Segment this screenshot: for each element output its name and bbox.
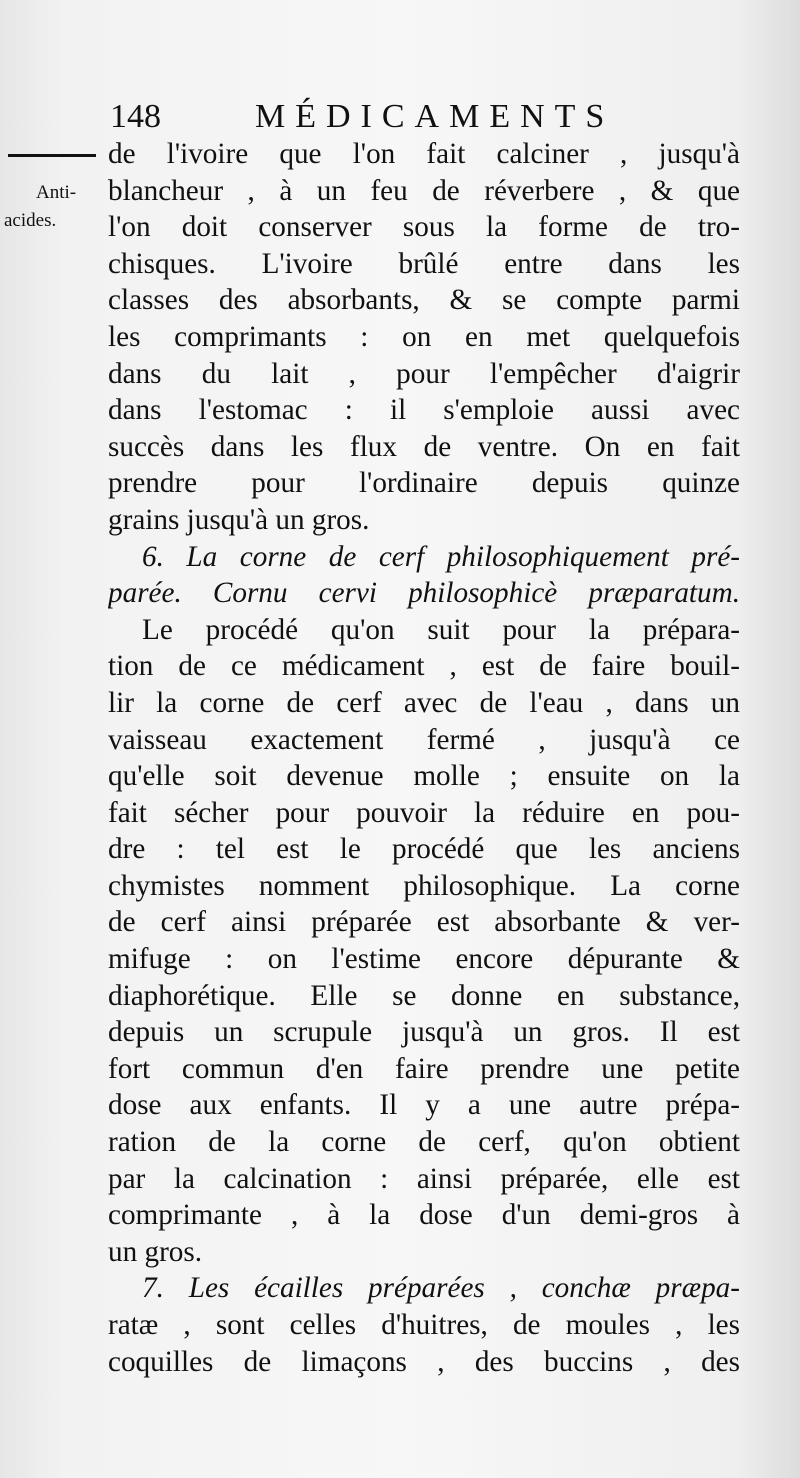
text-line: de l'ivoire que l'on fait calciner , jusqu'à <box>108 138 740 170</box>
text-line: un gros. <box>108 1235 203 1268</box>
text-line: diaphorétique. Elle se donne en substance, <box>108 979 740 1012</box>
text-line: par la calcination : ainsi préparée, elle est <box>108 1162 740 1195</box>
text-line: ration de la corne de cerf, qu'on obtient <box>108 1126 740 1159</box>
continuation-dash <box>8 154 96 157</box>
text-line: vaisseau exactement fermé , jusqu'à ce <box>108 723 740 756</box>
body-text <box>108 136 740 1380</box>
text-line: succès dans les flux de ventre. On en fait <box>108 430 740 463</box>
text-line: de cerf ainsi préparée est absorbante & ver- <box>108 906 740 939</box>
text-line: dre : tel est le procédé que les anciens <box>108 833 740 866</box>
text-line: chisques. L'ivoire brûlé entre dans les <box>108 247 740 280</box>
text-line: parée. Cornu cervi philosophicè præparatum. <box>108 577 740 610</box>
text-line: comprimante , à la dose d'un demi-gros à <box>108 1199 740 1232</box>
text-line: dose aux enfants. Il y a une autre prépa- <box>108 1089 740 1122</box>
text-line: blancheur , à un feu de réverbere , & que <box>108 174 740 207</box>
text-line: 6. La corne de cerf philosophiquement pré- <box>142 540 740 573</box>
text-line: mifuge : on l'estime encore dépurante & <box>108 943 740 976</box>
text-line: 7. Les écailles préparées , conchæ præpa- <box>142 1272 740 1305</box>
page-number: 148 <box>110 98 161 135</box>
margin-note-line1: Anti- <box>36 182 77 203</box>
text-line: dans l'estomac : il s'emploie aussi avec <box>108 394 740 427</box>
text-line: Le procédé qu'on suit pour la prépara- <box>142 613 740 646</box>
text-line: dans du lait , pour l'empêcher d'aigrir <box>108 357 740 390</box>
margin-note-line2: acides. <box>4 210 57 231</box>
text-line: les comprimants : on en met quelquefois <box>108 320 740 353</box>
text-line: lir la corne de cerf avec de l'eau , dans un <box>108 686 740 719</box>
text-line: l'on doit conserver sous la forme de tro- <box>108 211 740 244</box>
text-line: qu'elle soit devenue molle ; ensuite on la <box>108 760 740 793</box>
text-line: fait sécher pour pouvoir la réduire en pou- <box>108 796 740 829</box>
text-line: coquilles de limaçons , des buccins , des <box>108 1345 740 1378</box>
text-line: ratæ , sont celles d'huitres, de moules , les <box>108 1309 740 1341</box>
running-head: MÉDICAMENTS <box>255 98 615 135</box>
text-line: classes des absorbants, & se compte parmi <box>108 284 740 317</box>
text-line: tion de ce médicament , est de faire bouil- <box>108 650 740 683</box>
text-line: chymistes nomment philosophique. La corne <box>108 869 740 902</box>
text-line: prendre pour l'ordinaire depuis quinze <box>108 467 740 500</box>
text-line: depuis un scrupule jusqu'à un gros. Il est <box>108 1016 740 1049</box>
text-line: grains jusqu'à un gros. <box>108 503 370 536</box>
text-line: fort commun d'en faire prendre une petite <box>108 1052 740 1085</box>
